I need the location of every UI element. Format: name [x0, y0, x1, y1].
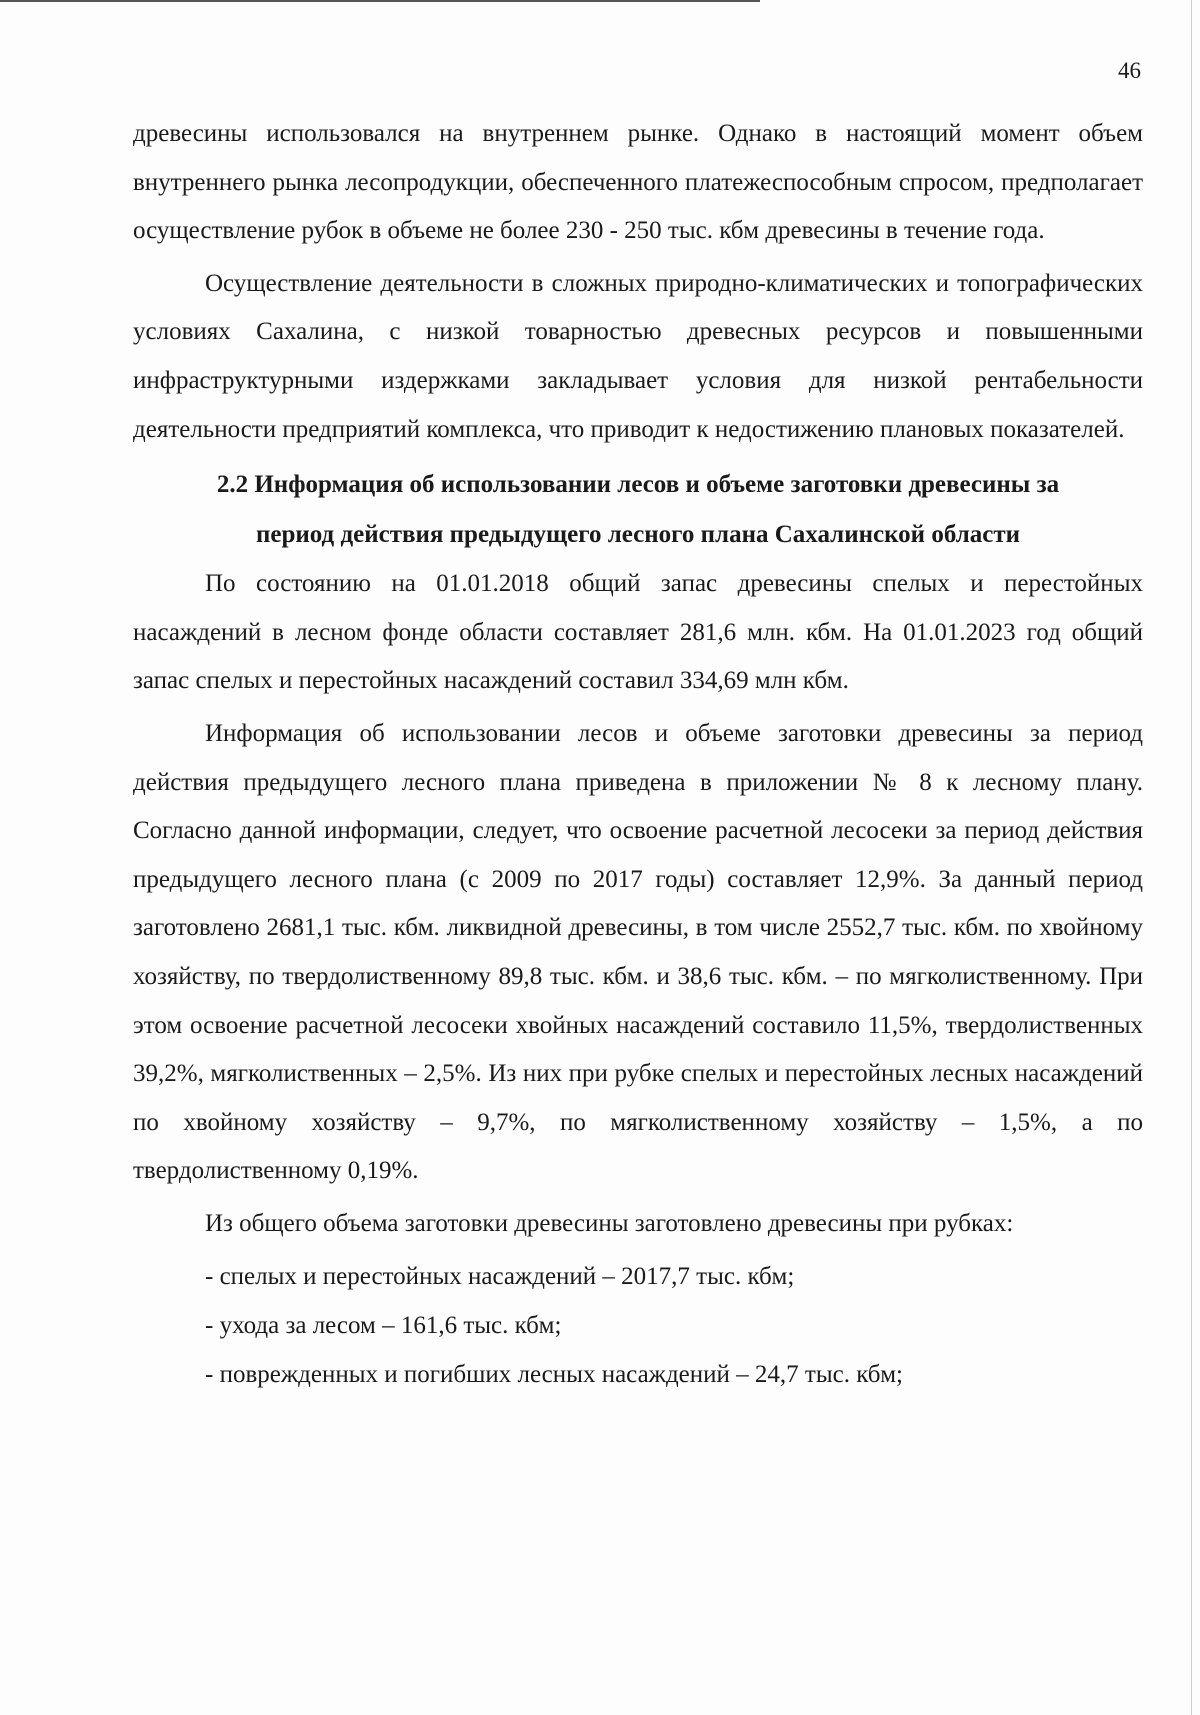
page-number: 46: [1118, 58, 1141, 83]
paragraph-usage-info: Информация об использовании лесов и объеме заготовки древесины за период действия предыдущего лесного плана приведена в приложении № 8 к лесному плану. Согласно данной информации, следует, что освоение расчетной лесосеки за период действия предыдущего лесного плана (с 2009 по 2017 годы) составляет 12,9%. За данный период заготовлено 2681,1 тыс. кбм. ликвидной древесины, в том числе 2552,7 тыс. кбм. по хвойному хозяйству, по твердолиственному 89,8 тыс. кбм. и 38,6 тыс. кбм. – по мягколиственному. При этом освоение расчетной лесосеки хвойных насаждений составило 11,5%, твердолиственных 39,2%, мягколиственных – 2,5%. Из них при рубке спелых и перестойных лесных насаждений по хвойному хозяйству – 9,7%, по мягколиственному хозяйству – 1,5%, а по твердолиственному 0,19%.: [133, 719, 1143, 1185]
paragraph-stock: По состоянию на 01.01.2018 общий запас древесины спелых и перестойных насаждений в лесном фонде области составляет 281,6 млн. кбм. На 01.01.2023 год общий запас спелых и перестойных насаждений составил 334,69 млн кбм.: [133, 570, 1143, 695]
scan-top-border: [0, 0, 760, 2]
paragraph-harvest-intro: Из общего объема заготовки древесины заготовлено древесины при рубках:: [205, 1209, 1014, 1237]
harvest-list: [133, 1252, 1143, 1399]
list-item: - спелых и перестойных насаждений – 2017,7 тыс. кбм;: [205, 1263, 795, 1291]
list-item: - поврежденных и погибших лесных насаждений – 24,7 тыс. кбм;: [205, 1361, 903, 1389]
paragraph-conditions: Осуществление деятельности в сложных природно-климатических и топографических условиях Сахалина, с низкой товарностью древесных ресурсов и повышенными инфраструктурными издержками закладывает условия для низкой рентабельности деятельности предприятий комплекса, что приводит к недостижению плановых показателей.: [133, 269, 1143, 443]
paragraph-continued: древесины использовался на внутреннем рынке. Однако в настоящий момент объем внутреннего рынка лесопродукции, обеспеченного платежеспособным спросом, предполагает осуществление рубок в объеме не более 230 - 250 тыс. кбм древесины в течение года.: [133, 120, 1143, 245]
section-heading-line-1: 2.2 Информация об использовании лесов и объеме заготовки древесины за: [216, 471, 1060, 499]
section-heading-line-2: период действия предыдущего лесного плана Сахалинской области: [255, 521, 1021, 549]
section-heading: [133, 460, 1143, 560]
document-body: [133, 110, 1143, 1399]
scan-right-edge: [1191, 0, 1192, 1715]
list-item: - ухода за лесом – 161,6 тыс. кбм;: [205, 1312, 562, 1340]
